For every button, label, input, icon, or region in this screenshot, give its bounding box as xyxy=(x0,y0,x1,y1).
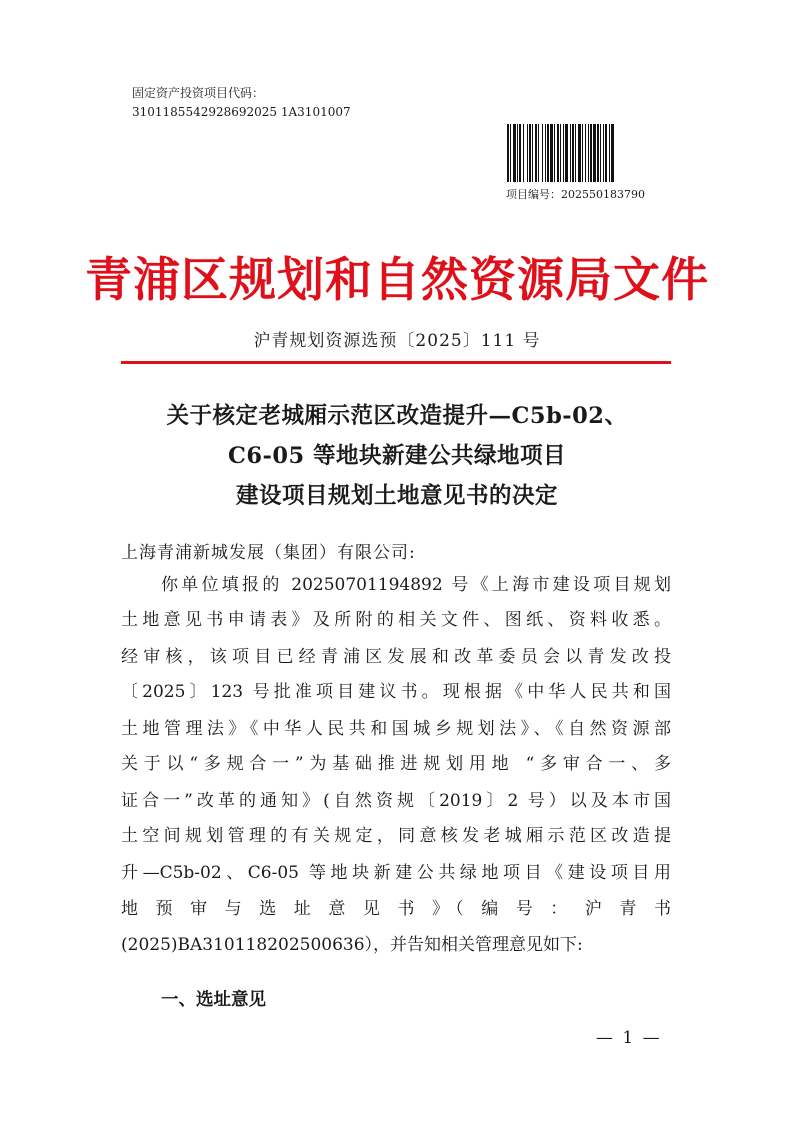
body-line: 地 预 审 与 选 址 意 见 书 》（ 编 号 ： 沪 青 书 xyxy=(121,899,671,919)
body-line: 关于以“多规合一”为基础推进规划用地 “多审合一、多 xyxy=(121,754,671,774)
project-code-label: 固定资产投资项目代码： xyxy=(132,86,265,100)
section-heading: 一、选址意见 xyxy=(161,990,266,1010)
body-line: 土空间规划管理的有关规定，同意核发老城厢示范区改造提 xyxy=(121,826,671,846)
body-line: 证合一”改革的通知》(自然资规〔2019〕2 号）以及本市国 xyxy=(121,791,671,811)
document-number: 沪青规划资源选预〔2025〕111 号 xyxy=(253,331,541,351)
body-line: 你单位填报的 20250701194892 号《上海市建设项目规划 xyxy=(161,575,671,595)
document-title-line-2: C6-05 等地块新建公共绿地项目 xyxy=(227,443,567,469)
body-line: 经审核，该项目已经青浦区发展和改革委员会以青发改投 xyxy=(121,647,671,667)
body-line: 土地管理法》《中华人民共和国城乡规划法》、《自然资源部 xyxy=(121,719,671,739)
body-line: (2025)BA310118202500636），并告知相关管理意见如下: xyxy=(121,935,583,955)
agency-title: 青浦区规划和自然资源局文件 xyxy=(85,253,709,308)
document-title-line-3: 建设项目规划土地意见书的决定 xyxy=(235,483,558,509)
addressee: 上海青浦新城发展（集团）有限公司: xyxy=(121,543,416,563)
body-line: 土地意见书申请表》及所附的相关文件、图纸、资料收悉。 xyxy=(121,610,671,630)
document-title-line-1: 关于核定老城厢示范区改造提升—C5b-02、 xyxy=(166,403,628,429)
body-line: 升—C5b-02、C6-05 等地块新建公共绿地项目《建设项目用 xyxy=(121,863,671,883)
barcode-image xyxy=(507,124,662,182)
page-number: — 1 — xyxy=(596,1028,662,1048)
body-line: 〔2025〕123 号批准项目建议书。现根据《中华人民共和国 xyxy=(121,682,671,702)
barcode-number: 项目编号：202550183790 xyxy=(506,188,645,201)
red-divider xyxy=(121,361,671,364)
project-code-value: 3101185542928692025 1A3101007 xyxy=(132,105,351,119)
